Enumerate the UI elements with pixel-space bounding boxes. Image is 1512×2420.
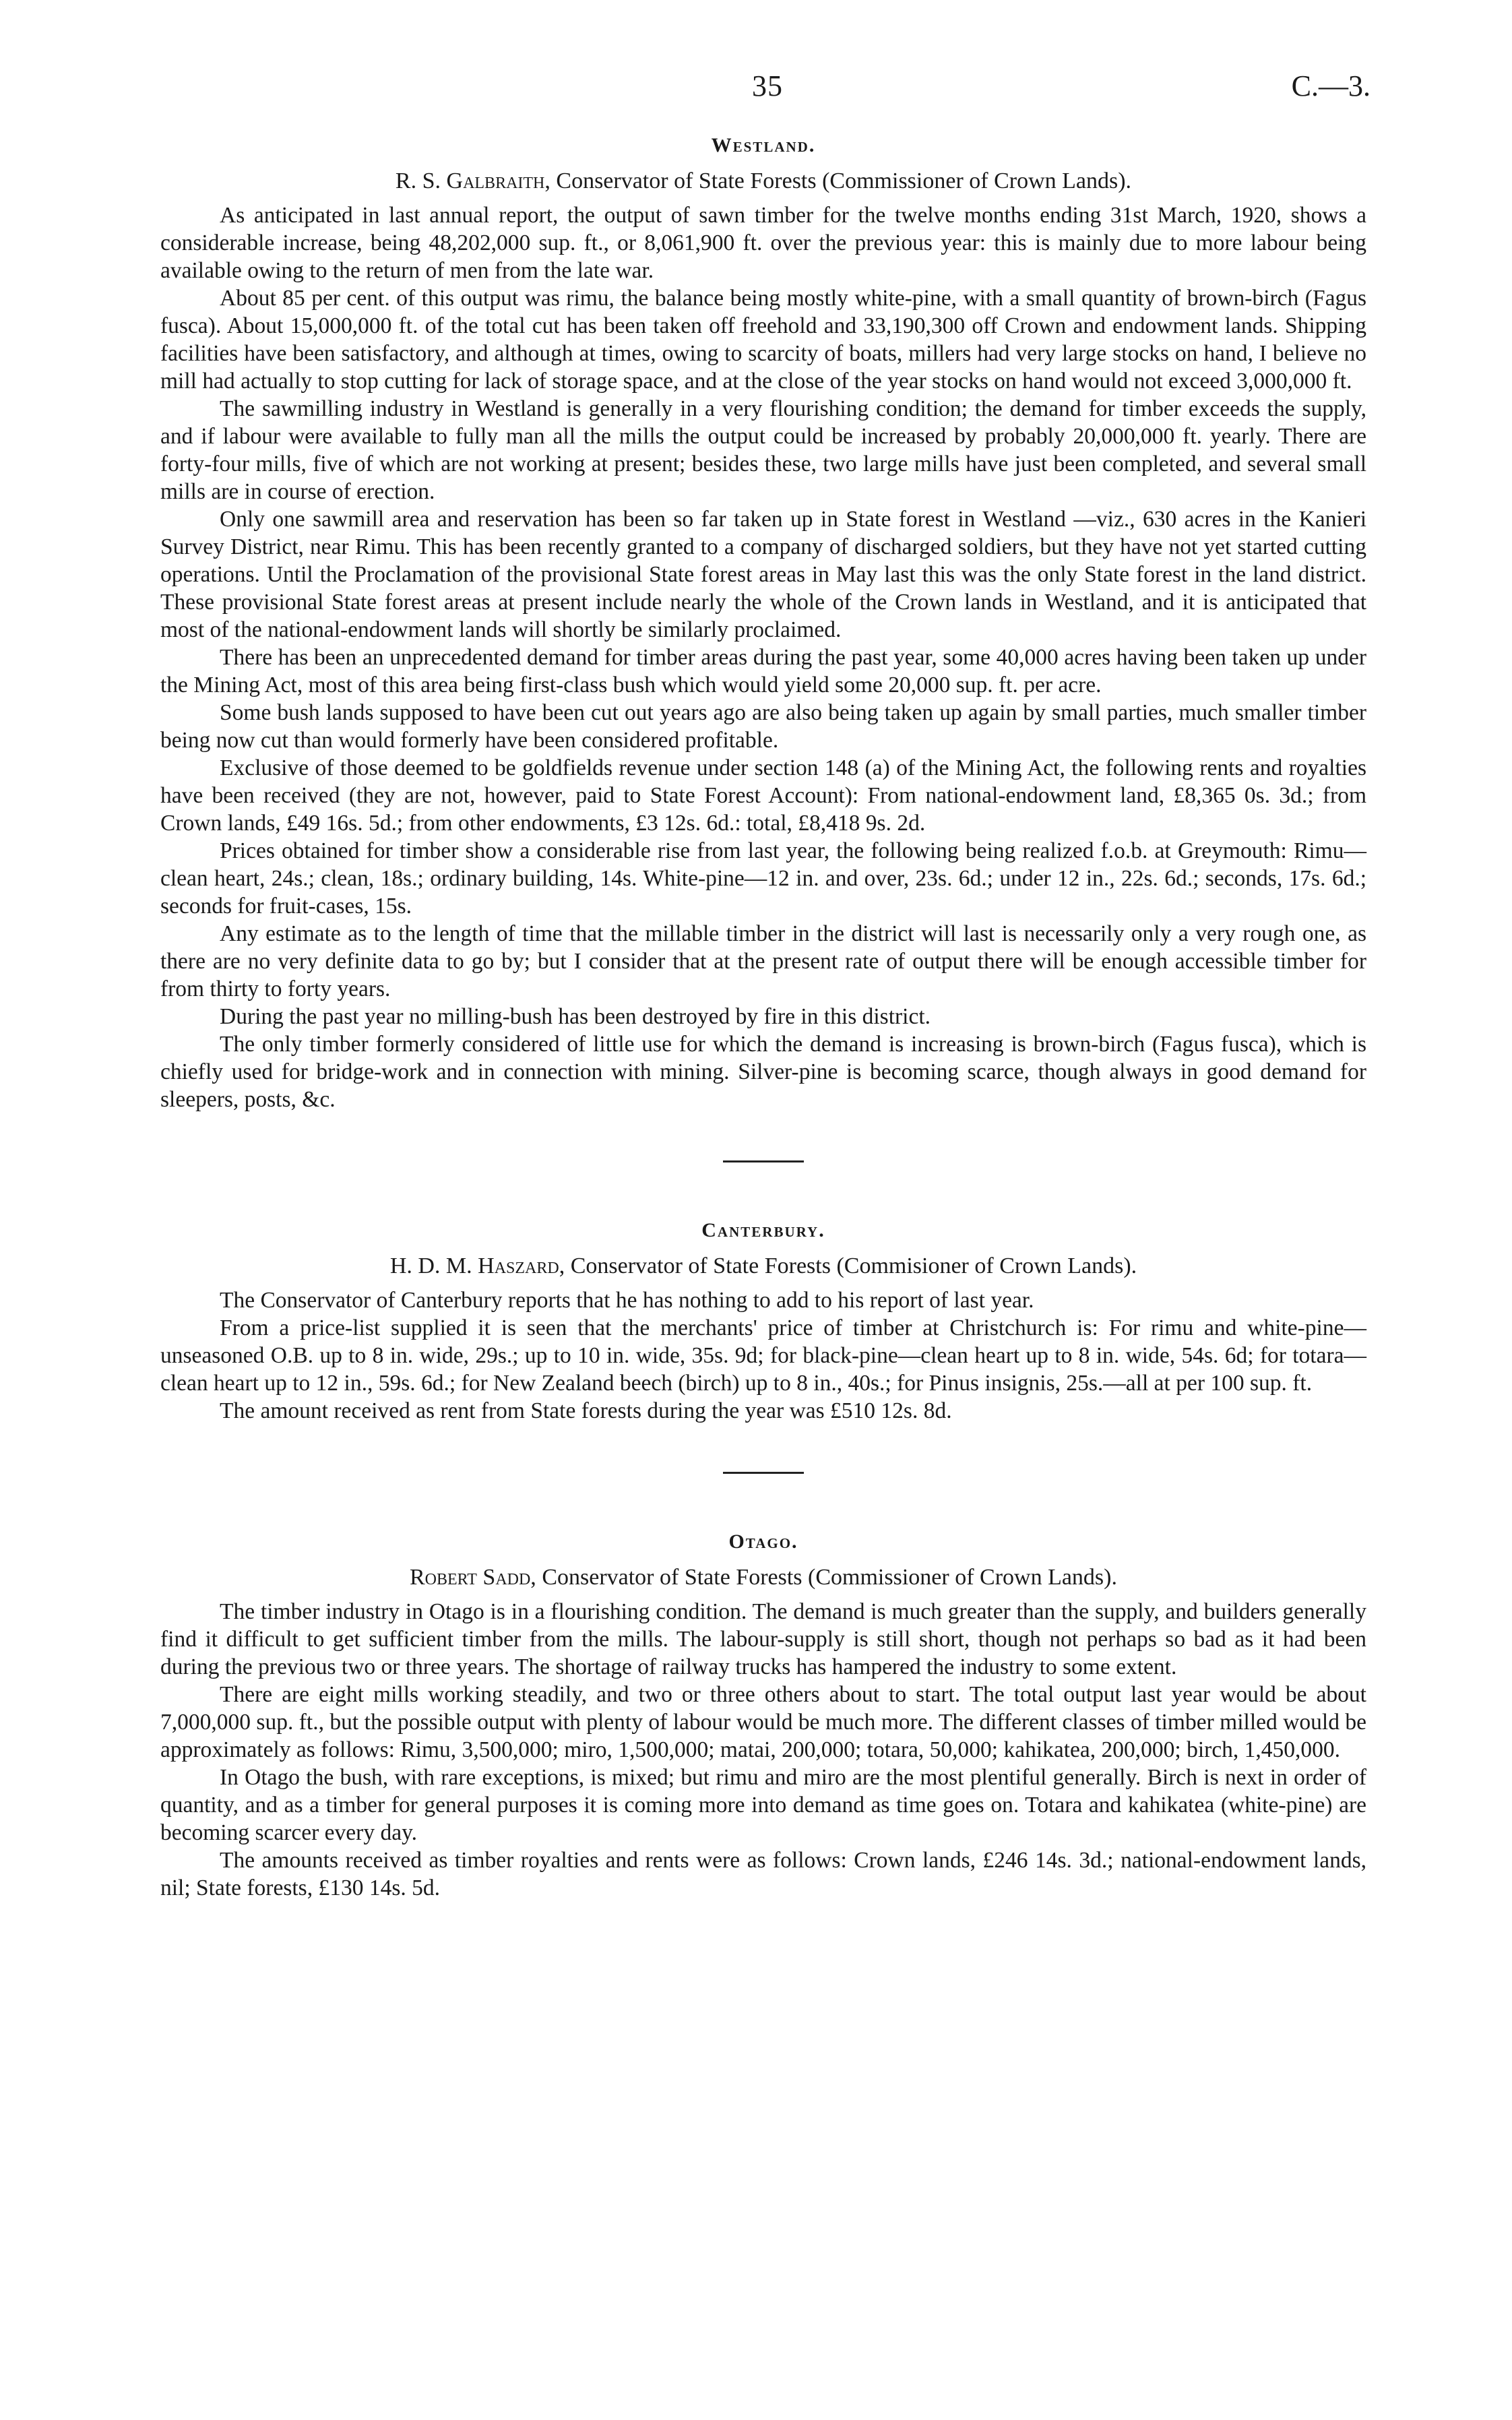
paragraph: The sawmilling industry in Westland is generally in a very flourishing condition; the demand for timber exceeds the supply, and if labour were available to fully man all the mills the output could be increased by probably 20,000,000 ft. yearly. There are forty-four mills, five of which are not working at present; besides these, two large mills have just been completed, and several small mills are in course of erection. xyxy=(160,396,1366,504)
paragraph: The only timber formerly considered of little use for which the demand is increasing is brown-birch (Fagus fusca), which is chiefly used for bridge-work and in connection with mining. Silver-pine is becoming scarce, though always in good demand for sleepers, posts, &c. xyxy=(160,1032,1366,1112)
byline-name: H. D. M. Haszard, xyxy=(389,1253,565,1278)
paragraph: From a price-list supplied it is seen that the merchants' price of timber at Christchurch is: For rimu and white-pine—unseasoned O.B. up to 8 in. wide, 29s.; up to 10 in. wide, 35s. 9d; for black-pine—clean heart up to 8 in. wide, 54s. 6d; for totara—clean heart up to 12 in., 59s. 6d.; for New Zealand beech (birch) up to 8 in., 40s.; for Pinus insignis, 25s.—all at per 100 sup. ft. xyxy=(160,1315,1366,1396)
section-title-otago: Otago. xyxy=(728,1530,798,1553)
section-title-canterbury: Canterbury. xyxy=(701,1219,825,1241)
byline-otago xyxy=(160,1563,1366,1592)
section-canterbury xyxy=(160,1216,1366,1425)
paragraph: The timber industry in Otago is in a flourishing condition. The demand is much greater than the supply, and builders generally find it difficult to get sufficient timber from the mills. The labour-supply is still short, though not perhaps so bad as it had been during the previous two or three years. The shortage of railway trucks has hampered the industry to some extent. xyxy=(160,1599,1366,1679)
document-reference: C.—3. xyxy=(1291,69,1371,102)
section-otago xyxy=(160,1528,1366,1902)
byline-role: Conservator of State Forests (Commisioner of Crown Lands). xyxy=(565,1253,1137,1278)
section-divider xyxy=(723,1472,804,1474)
byline-name: Robert Sadd, xyxy=(410,1565,536,1590)
paragraph: Only one sawmill area and reservation has been so far taken up in State forest in Westland —viz., 630 acres in the Kanieri Survey District, near Rimu. This has been recently granted to a company of discharged soldiers, but they have not yet started cutting operations. Until the Proclamation of the provisional State forest areas in May last this was the only State forest in the land district. These provisional State forest areas at present include nearly the whole of the Crown lands in Westland, and it is anticipated that most of the national-endowment lands will shortly be similarly proclaimed. xyxy=(160,507,1366,642)
paragraph: In Otago the bush, with rare exceptions, is mixed; but rimu and miro are the most plentiful generally. Birch is next in order of quantity, and as a timber for general purposes it is coming more into demand as time goes on. Totara and kahikatea (white-pine) are becoming scarcer every day. xyxy=(160,1765,1366,1845)
paragraph: The Conservator of Canterbury reports that he has nothing to add to his report of last year. xyxy=(220,1288,1034,1313)
section-divider xyxy=(723,1160,804,1162)
section-westland xyxy=(160,131,1366,1113)
byline-westland xyxy=(160,166,1366,196)
paragraph: Some bush lands supposed to have been cut out years ago are also being taken up again by small parties, much smaller timber being now cut than would formerly have been considered profitable. xyxy=(160,700,1366,753)
paragraph: Any estimate as to the length of time that the millable timber in the district will last is necessarily only a very rough one, as there are no very definite data to go by; but I consider that at the present rate of output there will be enough accessible timber for from thirty to forty years. xyxy=(160,921,1366,1001)
section-title-westland: Westland. xyxy=(711,134,816,156)
paragraph: Exclusive of those deemed to be goldfields revenue under section 148 (a) of the Mining Act, the following rents and royalties have been received (they are not, however, paid to State Forest Account): From national-endowment land, £8,365 0s. 3d.; from Crown lands, £49 16s. 5d.; from other endowments, £3 12s. 6d.: total, £8,418 9s. 2d. xyxy=(160,755,1366,836)
byline-canterbury xyxy=(160,1251,1366,1281)
paragraph: As anticipated in last annual report, the output of sawn timber for the twelve months ending 31st March, 1920, shows a considerable increase, being 48,202,000 sup. ft., or 8,061,900 ft. over the previous year: this is mainly due to more labour being available owing to the return of men from the late war. xyxy=(160,203,1366,283)
page-header xyxy=(164,69,1371,109)
paragraph: Prices obtained for timber show a considerable rise from last year, the following being realized f.o.b. at Greymouth: Rimu—clean heart, 24s.; clean, 18s.; ordinary building, 14s. White-pine—12 in. and over, 23s. 6d.; under 12 in., 22s. 6d.; seconds, 17s. 6d.; seconds for fruit-cases, 15s. xyxy=(160,838,1366,919)
byline-role: Conservator of State Forests (Commissioner of Crown Lands). xyxy=(536,1565,1117,1590)
paragraph: The amount received as rent from State forests during the year was £510 12s. 8d. xyxy=(220,1398,952,1423)
paragraph: During the past year no milling-bush has been destroyed by fire in this district. xyxy=(220,1004,931,1029)
byline-name: R. S. Galbraith, xyxy=(395,168,550,193)
paragraph: There are eight mills working steadily, and two or three others about to start. The total output last year would be about 7,000,000 sup. ft., but the possible output with plenty of labour would be much more. The different classes of timber milled would be approximately as follows: Rimu, 3,500,000; miro, 1,500,000; matai, 200,000; totara, 50,000; kahikatea, 200,000; birch, 1,450,000. xyxy=(160,1682,1366,1762)
paragraph: The amounts received as timber royalties and rents were as follows: Crown lands, £246 14s. 3d.; national-endowment lands, nil; State forests, £130 14s. 5d. xyxy=(160,1848,1366,1900)
page-number: 35 xyxy=(752,69,783,102)
paragraph: There has been an unprecedented demand for timber areas during the past year, some 40,000 acres having been taken up under the Mining Act, most of this area being first-class bush which would yield some 20,000 sup. ft. per acre. xyxy=(160,645,1366,697)
paragraph: About 85 per cent. of this output was rimu, the balance being mostly white-pine, with a small quantity of brown-birch (Fagus fusca). About 15,000,000 ft. of the total cut has been taken off freehold and 33,190,300 off Crown and endowment lands. Shipping facilities have been satisfactory, and although at times, owing to scarcity of boats, millers had very large stocks on hand, I believe no mill had actually to stop cutting for lack of storage space, and at the close of the year stocks on hand would not exceed 3,000,000 ft. xyxy=(160,286,1366,394)
page-content xyxy=(160,131,1366,1902)
byline-role: Conservator of State Forests (Commissioner of Crown Lands). xyxy=(550,168,1132,193)
